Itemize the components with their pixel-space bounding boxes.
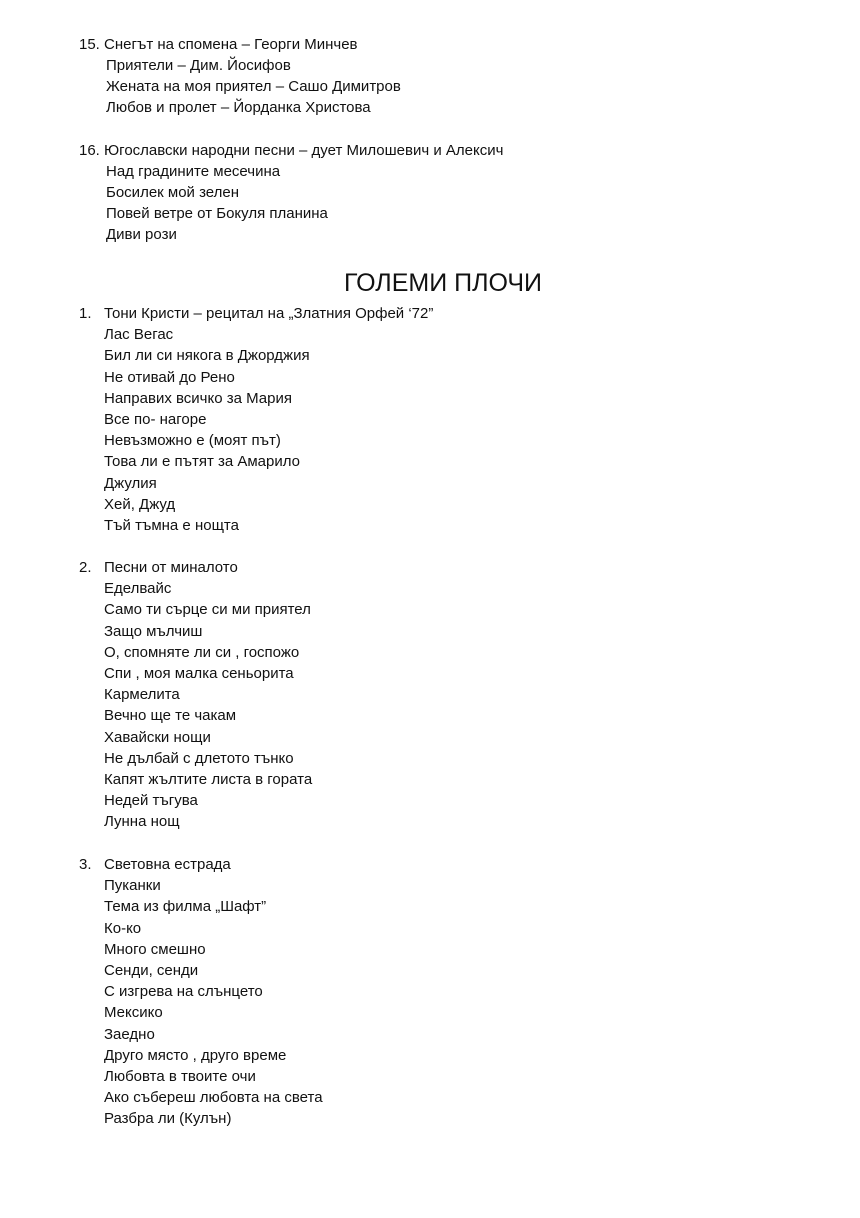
list-item: Мексико	[104, 1004, 163, 1022]
list-item: Диви рози	[106, 226, 177, 243]
list-item: Разбра ли (Кулън)	[104, 1110, 232, 1128]
list-item: Любовта в твоите очи	[104, 1068, 256, 1085]
list-item: Жената на моя приятел – Сашо Димитров	[106, 78, 401, 95]
list-item: Капят жълтите листа в гората	[104, 771, 313, 788]
list-item: Вечно ще те чакам	[104, 707, 237, 725]
list-item: Спи , моя малка сеньорита	[104, 665, 294, 682]
list-item: Недей тъгува	[104, 792, 198, 810]
list-item: С изгрева на слънцето	[104, 983, 263, 1001]
album-title: Тони Кристи – рецитал на „Златния Орфей ‘72”	[104, 305, 434, 322]
list-item: Приятели – Дим. Йосифов	[106, 57, 291, 74]
list-item: Много смешно	[104, 940, 206, 958]
list-item: Все по- нагоре	[104, 411, 207, 428]
list-item: Ако събереш любовта на света	[104, 1089, 323, 1107]
list-item: Любов и пролет – Йорданка Христова	[106, 99, 371, 116]
list-item: Тъй тъмна е нощта	[104, 517, 239, 534]
list-item: Над градините месечина	[106, 163, 281, 180]
list-item: Друго място , друго време	[104, 1046, 287, 1064]
list-item: Лунна нощ	[104, 813, 180, 831]
page-title: ГОЛЕМИ ПЛОЧИ	[343, 269, 543, 297]
list-item: Босилек мой зелен	[106, 184, 240, 201]
list-item: Защо мълчиш	[104, 622, 203, 640]
list-item: Не отивай до Рено	[104, 368, 235, 386]
list-item: Кармелита	[104, 686, 180, 704]
album-title: Световна естрада	[104, 856, 231, 873]
list-item: Заедно	[104, 1025, 155, 1043]
list-item: Сенди, сенди	[104, 962, 199, 979]
list-item: Бил ли си някога в Джорджия	[104, 347, 310, 365]
list-item: Направих всичко за Мария	[104, 389, 292, 407]
album-number: 3.	[79, 856, 92, 873]
list-item: Повей ветре от Бокуля планина	[106, 205, 328, 222]
list-item: Това ли е пътят за Амарило	[104, 453, 301, 471]
list-item: Хей, Джуд	[104, 495, 176, 513]
list-item: Само ти сърце си ми приятел	[104, 601, 311, 619]
album-number: 2.	[79, 559, 92, 576]
list-item: О, спомняте ли си , госпожо	[104, 643, 300, 661]
list-item: Лас Вегас	[104, 326, 174, 344]
list-item: Не дълбай с длетото тънко	[104, 749, 294, 767]
list-item: Джулия	[104, 474, 157, 492]
album-title: Песни от миналото	[104, 559, 238, 576]
list-item: Хавайски нощи	[104, 728, 211, 746]
list-item: Еделвайс	[104, 580, 172, 598]
section-heading: 15. Снегът на спомена – Георги Минчев	[79, 36, 358, 53]
section-heading: 16. Югославски народни песни – дует Милошевич и Алексич	[79, 142, 504, 159]
list-item: Тема из филма „Шафт”	[104, 898, 267, 916]
list-item: Невъзможно е (моят път)	[104, 432, 281, 450]
list-item: Ко-ко	[104, 919, 142, 937]
list-item: Пуканки	[104, 877, 161, 895]
album-number: 1.	[79, 305, 92, 322]
